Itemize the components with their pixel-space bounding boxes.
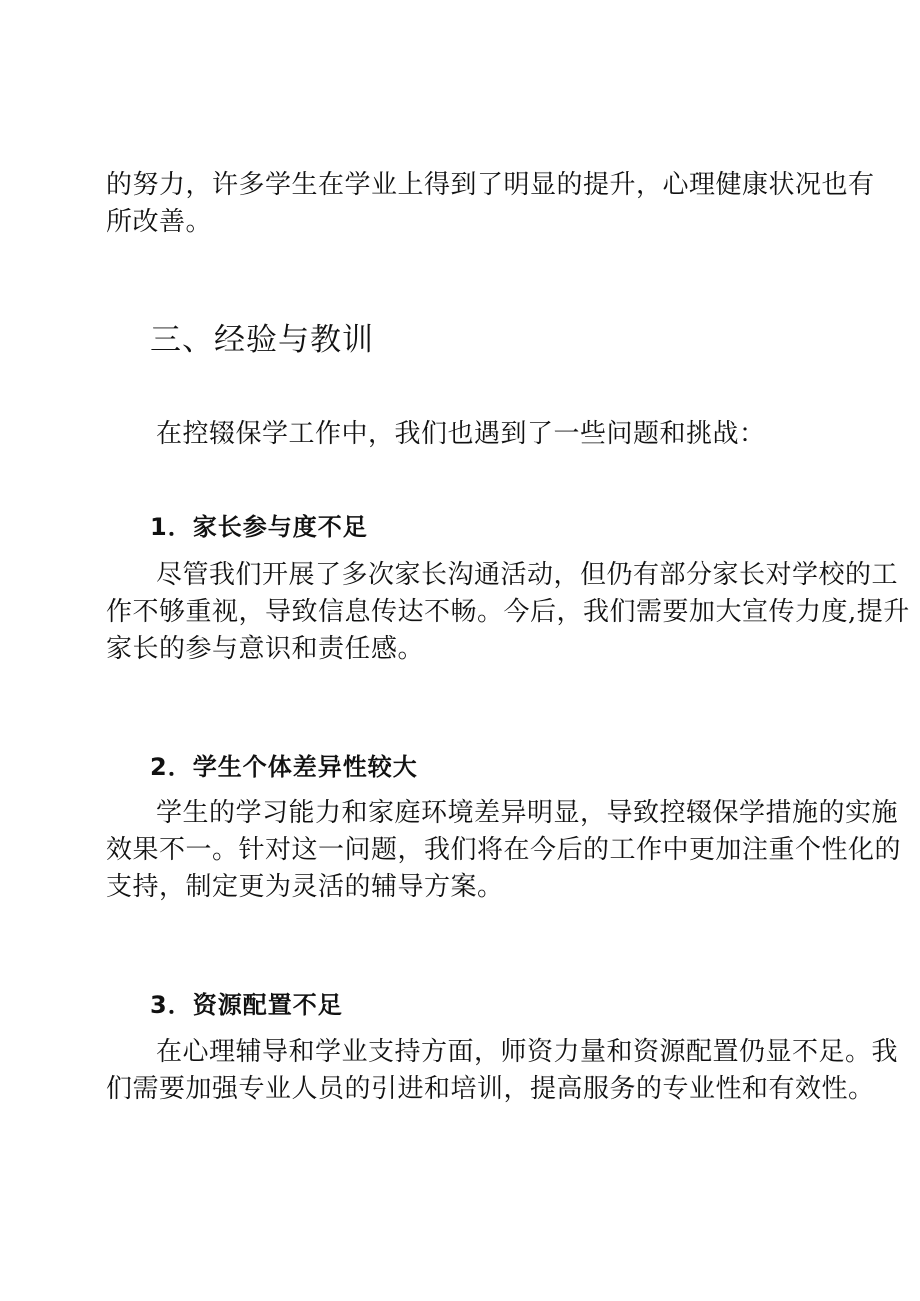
item-3-heading: 3．资源配置不足 — [150, 991, 343, 1019]
item-2-heading: 2．学生个体差异性较大 — [150, 753, 418, 781]
item-1-heading: 1．家长参与度不足 — [150, 513, 368, 541]
item-1-line-1: 尽管我们开展了多次家长沟通活动，但仍有部分家长对学校的工 — [156, 560, 899, 590]
item-3-paragraph — [106, 1034, 899, 1108]
intro-paragraph — [106, 167, 875, 241]
item-3-line-2: 们需要加强专业人员的引进和培训，提高服务的专业性和有效性。 — [106, 1074, 875, 1104]
item-1-line-2: 作不够重视，导致信息传达不畅。今后，我们需要加大宣传力度,提升 — [106, 597, 910, 627]
item-2-line-1: 学生的学习能力和家庭环境差异明显，导致控辍保学措施的实施 — [156, 798, 899, 828]
item-3-line-1: 在心理辅导和学业支持方面，师资力量和资源配置仍显不足。我 — [156, 1037, 899, 1067]
item-1-line-3: 家长的参与意识和责任感。 — [106, 634, 425, 664]
section-intro: 在控辍保学工作中，我们也遇到了一些问题和挑战： — [156, 419, 766, 449]
intro-line-2: 所改善。 — [106, 207, 213, 237]
item-1-paragraph — [106, 557, 910, 668]
item-2-paragraph — [106, 795, 902, 906]
intro-line-1: 的努力，许多学生在学业上得到了明显的提升，心理健康状况也有 — [106, 170, 875, 200]
section-heading: 三、经验与教训 — [150, 322, 374, 358]
item-2-line-3: 支持，制定更为灵活的辅导方案。 — [106, 872, 504, 902]
item-2-line-2: 效果不一。针对这一问题，我们将在今后的工作中更加注重个性化的 — [106, 835, 902, 865]
